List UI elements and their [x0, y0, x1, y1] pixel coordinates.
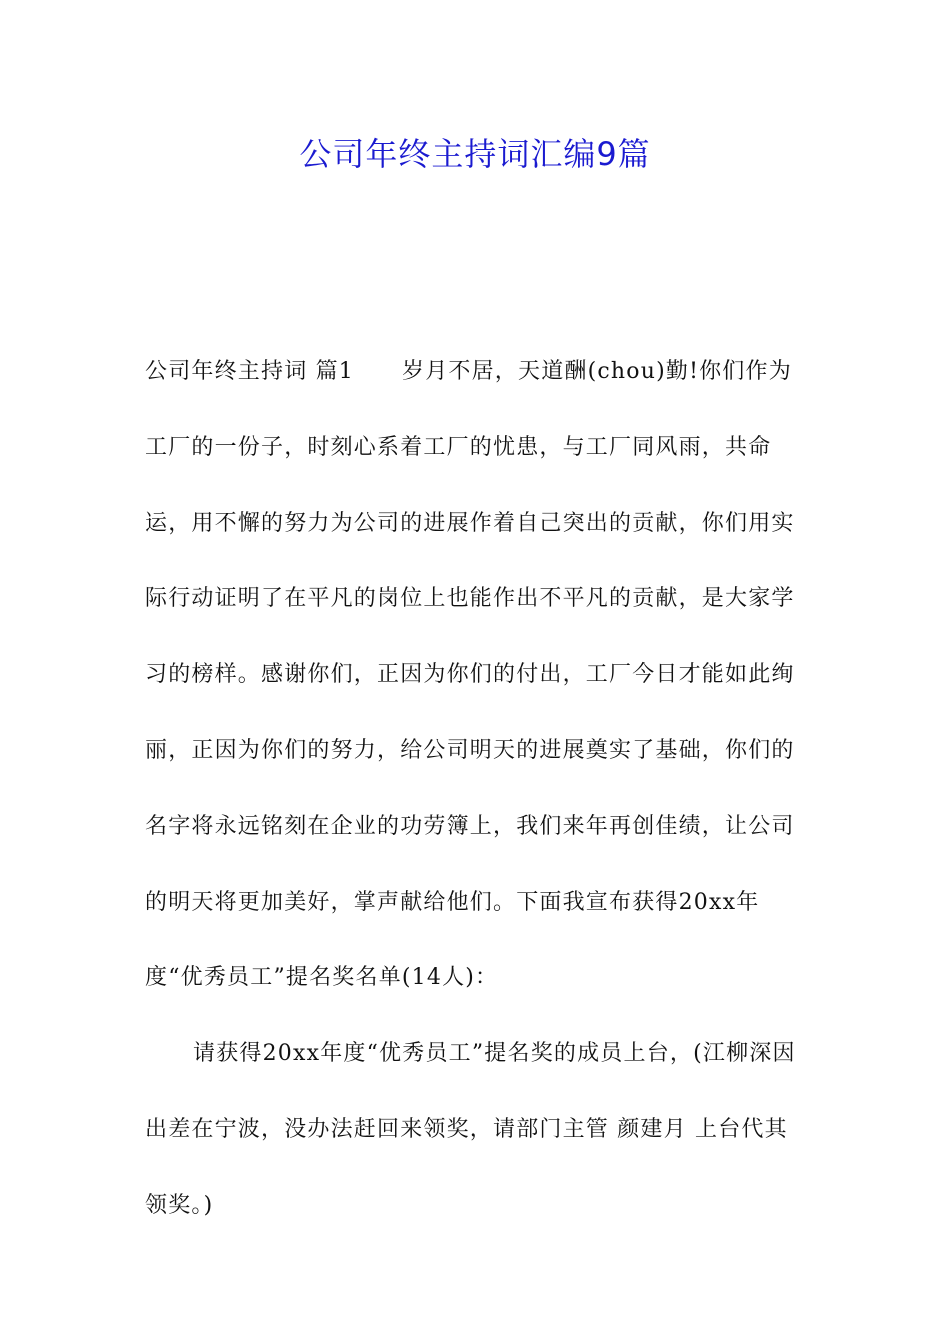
section-heading: 公司年终主持词 篇1: [145, 359, 354, 384]
document-body: [145, 334, 810, 1244]
paragraph-2: 请获得20xx年度“优秀员工”提名奖的成员上台，(江柳深因出差在宁波，没办法赶回来领奖，请部门主管 颜建月 上台代其领奖。): [145, 1041, 796, 1218]
paragraph-1-text: 岁月不居，天道酬(chou)勤!你们作为工厂的一份子，时刻心系着工厂的忧患，与工厂同风雨，共命运，用不懈的努力为公司的进展作着自己突出的贡献，你们用实际行动证明了在平凡的岗位上也能作出不平凡的贡献，是大家学习的榜样。感谢你们，正因为你们的付出，工厂今日才能如此绚丽，正因为你们的努力，给公司明天的进展奠实了基础，你们的名字将永远铭刻在企业的功劳簿上，我们来年再创佳绩，让公司的明天将更加美好，掌声献给他们。下面我宣布获得20xx年度“优秀员工”提名奖名单(14人)：: [145, 359, 795, 991]
document-title: 公司年终主持词汇编9篇: [299, 135, 651, 173]
paragraph-first: [145, 334, 810, 1016]
